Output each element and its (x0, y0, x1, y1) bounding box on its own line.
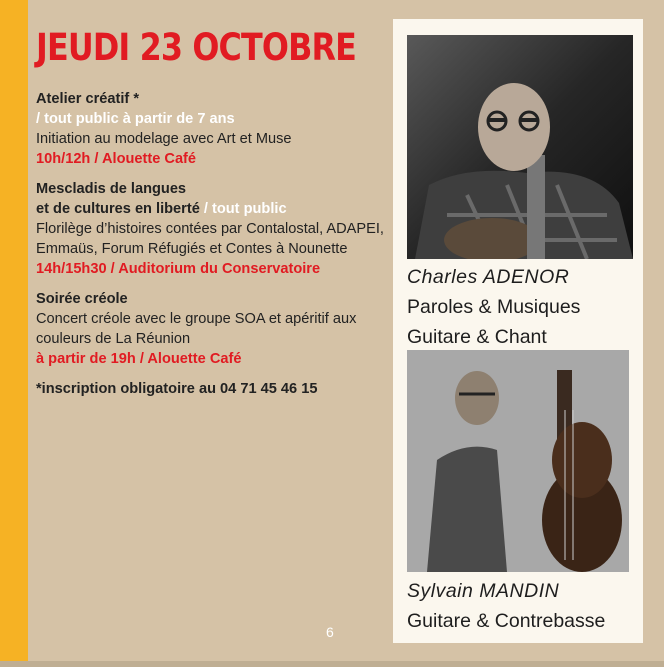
page-number: 6 (326, 624, 334, 640)
page-title: JEUDI 23 OCTOBRE (36, 26, 357, 69)
event-time-place: à partir de 19h / Alouette Café (36, 351, 242, 367)
artist-caption (407, 576, 605, 636)
event-atelier (36, 89, 388, 169)
page-bottom-edge (0, 661, 664, 667)
event-time-place: 10h/12h / Alouette Café (36, 151, 197, 167)
event-soiree (36, 289, 388, 369)
artist-photo (407, 350, 629, 572)
artists-panel (393, 19, 643, 643)
artist-name: Charles ADENOR (407, 266, 570, 288)
event-description: Concert créole avec le groupe SOA et apéritif aux couleurs de La Réunion (36, 311, 357, 347)
event-heading: Soirée créole (36, 291, 128, 307)
event-heading: Mescladis de langues (36, 181, 187, 197)
artist-role: Guitare & Chant (407, 326, 547, 348)
event-description: Initiation au modelage avec Art et Muse (36, 131, 292, 147)
artist-role: Guitare & Contrebasse (407, 610, 606, 632)
event-audience: / tout public à partir de 7 ans (36, 111, 235, 127)
event-description: Florilège d’histoires contées par Contalostal, ADAPEI, Emmaüs, Forum Réfugiés et Contes à Nounette (36, 221, 384, 257)
event-list (36, 89, 388, 399)
artist-caption (407, 262, 580, 352)
event-heading-cont: et de cultures en liberté (36, 201, 200, 217)
event-heading: Atelier créatif * (36, 91, 140, 107)
event-audience: / tout public (199, 201, 287, 217)
event-time-place: 14h/15h30 / Auditorium du Conservatoire (36, 261, 321, 277)
artist-role: Paroles & Musiques (407, 296, 581, 318)
artist-photo (407, 35, 633, 259)
event-mescladis (36, 179, 388, 279)
event-heading-row (36, 199, 388, 219)
artist-name: Sylvain MANDIN (407, 580, 560, 602)
yellow-side-stripe (0, 0, 28, 667)
registration-note: *inscription obligatoire au 04 71 45 46 15 (36, 381, 318, 397)
